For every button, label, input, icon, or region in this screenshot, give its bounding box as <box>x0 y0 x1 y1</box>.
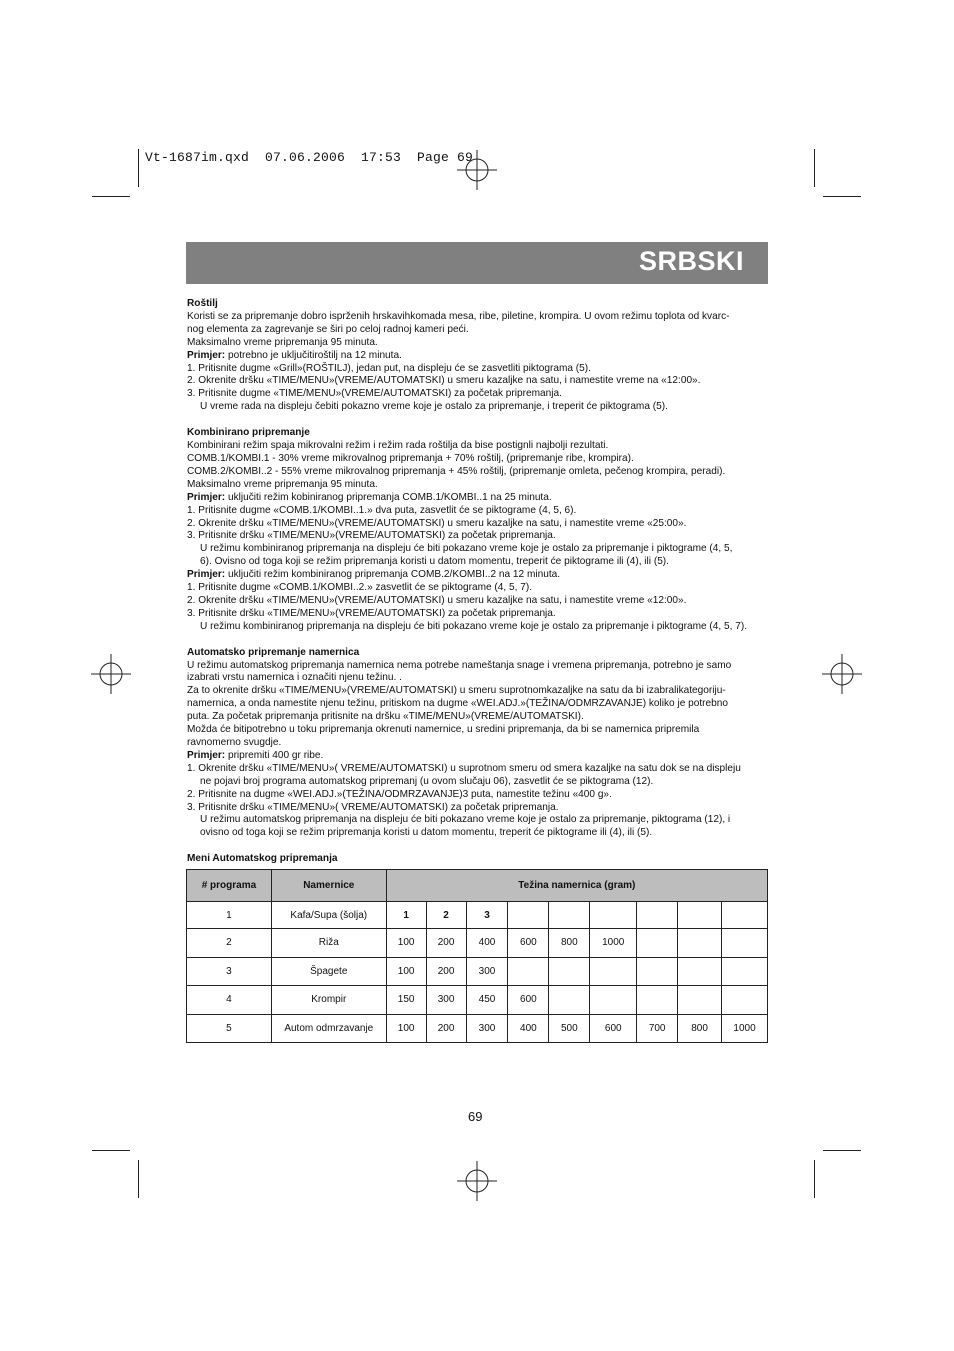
text-line <box>187 479 767 492</box>
weight-cell <box>722 929 768 958</box>
line-text: Za to okrenite dršku «TIME/MENU»(VREME/AUTOMATSKI) u smeru suprotnomkazaljke na satu da bi izabralikategoriju- <box>187 685 726 697</box>
section-heading: Roštilj <box>187 298 218 309</box>
weight-cell <box>722 902 768 929</box>
weight-cell: 400 <box>466 929 508 958</box>
weight-cell: 150 <box>386 986 426 1015</box>
line-text: uključiti režim kombiniranog pripremanja COMB.2/KOMBI..2 na 12 minuta. <box>225 569 561 581</box>
weight-cell <box>637 902 678 929</box>
line-text: 3. Pritisnite dršku «TIME/MENU»(VREME/AUTOMATSKI) za početak pripremanja. <box>187 607 556 619</box>
weight-cell <box>722 986 768 1015</box>
text-line <box>187 518 767 531</box>
section-heading: Kombinirano pripremanje <box>187 427 310 439</box>
weight-cell <box>590 902 637 929</box>
line-text: Možda će bitipotrebno u toku pripremanja okrenuti namernice, u sredini pripremanja, da bi se namernica pripremila <box>187 724 700 736</box>
line-text: U režimu kombiniranog pripremanja na displeju će biti pokazano vreme koje je ostalo za pripremanje i piktograme (4, 5, 7). <box>200 620 748 632</box>
weight-cell <box>549 986 590 1015</box>
line-text: ravnomerno svugdje. <box>187 737 282 748</box>
crop-mark <box>92 1150 130 1151</box>
page-number: 69 <box>468 1109 483 1124</box>
line-text: U režimu kombiniranog pripremanja na displeju će biti pokazano vreme koje je ostalo za pripremanje i piktograme (4, 5, <box>200 543 733 555</box>
text-line <box>187 543 767 556</box>
weight-cell <box>678 986 722 1015</box>
text-line <box>187 621 767 634</box>
line-text: 3. Pritisnite dršku «TIME/MENU»(VREME/AUTOMATSKI) za početak pripremanja. <box>187 530 556 542</box>
text-line <box>187 685 767 698</box>
line-text: Kombinirani režim spaja mikrovalni režim i režim rada roštilja da bise postignli najbolji rezultati. <box>187 440 609 452</box>
text-line <box>187 814 767 827</box>
crop-mark <box>138 149 139 187</box>
line-text: 2. Okrenite dršku «TIME/MENU»(VREME/AUTOMATSKI) u smeru kazaljke na satu, i namestite vreme «25:00». <box>187 517 687 529</box>
line-text: U režimu automatskog pripremanja na displeju će biti pokazano vreme koje je ostalo za pripremanje, piktograma (12), i <box>200 814 731 826</box>
text-line <box>187 672 767 685</box>
section <box>187 298 767 414</box>
text-line <box>187 350 767 363</box>
text-line <box>187 401 767 414</box>
text-line <box>187 440 767 453</box>
line-text: pripremiti 400 gr ribe. <box>225 749 324 761</box>
table-title: Meni Automatskog pripremanja <box>187 853 338 865</box>
registration-mark-icon <box>457 1161 497 1201</box>
line-text: U režimu automatskog pripremanja namernica nema potrebe nameštanja snage i vremena pripremanja, potrebno je samo <box>187 659 732 671</box>
text-line <box>187 608 767 621</box>
table-row <box>187 902 768 929</box>
text-line <box>187 311 767 324</box>
line-text: 2. Okrenite dršku «TIME/MENU»(VREME/AUTOMATSKI) u smeru kazaljke na satu, i namestite vreme «12:00». <box>187 594 687 606</box>
line-text: Maksimalno vreme pripremanja 95 minuta. <box>187 478 378 490</box>
food-name-cell: Autom odmrzavanje <box>271 1014 386 1043</box>
table-header-row <box>187 870 768 902</box>
weight-cell <box>637 957 678 986</box>
text-line <box>187 711 767 724</box>
weight-cell <box>508 957 549 986</box>
crop-mark <box>814 1160 815 1198</box>
example-label: Primjer: <box>187 491 226 503</box>
section-heading: Automatsko pripremanje namernica <box>187 646 360 658</box>
text-line <box>187 660 767 673</box>
text-line <box>187 453 767 466</box>
table-row <box>187 929 768 958</box>
line-text: 2. Pritisnite na dugme «WEI.ADJ.»(TEŽINA/ODMRZAVANJE)3 puta, namestite težinu «400 g». <box>187 788 612 800</box>
line-text: 3. Pritisnite dršku «TIME/MENU»( VREME/AUTOMATSKI) za početak pripremanja. <box>187 801 559 813</box>
text-line <box>187 388 767 401</box>
weight-cell: 200 <box>426 929 466 958</box>
example-label: Primjer: <box>187 569 226 581</box>
food-name-cell: Riža <box>271 929 386 958</box>
line-text: ne pojavi broj programa automatskog pripremanj (u ovom slučaju 06), zasvetlit će se piktograma (12). <box>200 775 654 787</box>
line-text: uključiti režim kobiniranog pripremanja COMB.1/KOMBI..1 na 25 minuta. <box>225 491 552 503</box>
line-text: potrebno je uključitiroštilj na 12 minuta. <box>225 349 402 361</box>
column-header-program: # programa <box>187 870 272 902</box>
weight-cell: 700 <box>637 1014 678 1043</box>
weight-cell <box>678 902 722 929</box>
weight-cell: 300 <box>426 986 466 1015</box>
text-line <box>187 802 767 815</box>
weight-cell: 200 <box>426 957 466 986</box>
weight-cell: 800 <box>678 1014 722 1043</box>
program-number-cell: 3 <box>187 957 272 986</box>
weight-cell: 600 <box>508 929 549 958</box>
program-number-cell: 1 <box>187 902 272 929</box>
text-line <box>187 492 767 505</box>
text-line <box>187 776 767 789</box>
food-name-cell: Kafa/Supa (šolja) <box>271 902 386 929</box>
weight-cell: 600 <box>508 986 549 1015</box>
program-number-cell: 5 <box>187 1014 272 1043</box>
table-row <box>187 957 768 986</box>
text-line <box>187 724 767 737</box>
text-line <box>187 556 767 569</box>
registration-mark-icon <box>822 654 862 694</box>
weight-cell: 1000 <box>590 929 637 958</box>
registration-mark-icon <box>457 150 497 190</box>
line-text: U vreme rada na displeju čebiti pokazno vreme koje je ostalo za pripremanje, i treperit će piktograma (5). <box>200 401 668 413</box>
line-text: namernica, a onda namestite njenu težinu, pritiskom na dugme «WEI.ADJ.»(TEŽINA/ODMRZAVANJE) koliko je potrebno <box>187 698 728 710</box>
weight-cell: 2 <box>426 902 466 929</box>
text-line <box>187 737 767 750</box>
crop-mark <box>823 196 861 197</box>
text-line <box>187 582 767 595</box>
weight-cell: 500 <box>549 1014 590 1043</box>
weight-cell <box>678 957 722 986</box>
line-text: 1. Pritisnite dugme «COMB.1/KOMBI..1.» dva puta, zasvetlit će se piktograme (4, 5, 6). <box>187 504 577 516</box>
text-line <box>187 569 767 582</box>
food-name-cell: Krompir <box>271 986 386 1015</box>
file-slug: Vt-1687im.qxd 07.06.2006 17:53 Page 69 <box>145 150 474 165</box>
food-name-cell: Špagete <box>271 957 386 986</box>
weight-cell: 100 <box>386 957 426 986</box>
table-row <box>187 1014 768 1043</box>
text-line <box>187 466 767 479</box>
line-text: 3. Pritisnite dugme «TIME/MENU»(VREME/AUTOMATSKI) za početak pripremanja. <box>187 388 562 400</box>
weight-cell: 400 <box>508 1014 549 1043</box>
text-line <box>187 505 767 518</box>
text-line <box>187 789 767 802</box>
line-text: 1. Pritisnite dugme «COMB.1/KOMBI..2.» zasvetlit će se piktograme (4, 5, 7). <box>187 582 533 594</box>
crop-mark <box>823 1150 861 1151</box>
weight-cell <box>508 902 549 929</box>
weight-cell: 100 <box>386 1014 426 1043</box>
text-line <box>187 337 767 350</box>
line-text: COMB.1/KOMBI.1 - 30% vreme mikrovalnog pripremanja + 70% roštilj, (pripremanje ribe, krompira). <box>187 452 634 464</box>
example-label: Primjer: <box>187 749 226 761</box>
line-text: izabrati vrstu namernica i označiti njenu težinu. . <box>187 672 402 684</box>
weight-cell: 1 <box>386 902 426 929</box>
column-header-food: Namernice <box>271 870 386 902</box>
weight-cell: 300 <box>466 957 508 986</box>
text-line <box>187 827 767 840</box>
weight-cell <box>722 957 768 986</box>
weight-cell: 800 <box>549 929 590 958</box>
weight-cell: 100 <box>386 929 426 958</box>
line-text: 1. Pritisnite dugme «Grill»(ROŠTILJ), jedan put, na displeju će se zasvetliti piktograma (5). <box>187 362 591 374</box>
weight-cell: 450 <box>466 986 508 1015</box>
table-row <box>187 986 768 1015</box>
document-body <box>187 298 767 882</box>
weight-cell <box>637 986 678 1015</box>
text-line <box>187 595 767 608</box>
text-line <box>187 363 767 376</box>
weight-cell <box>590 957 637 986</box>
program-number-cell: 2 <box>187 929 272 958</box>
crop-mark <box>92 196 130 197</box>
text-line <box>187 763 767 776</box>
line-text: Maksimalno vreme pripremanja 95 minuta. <box>187 336 378 348</box>
weight-cell <box>549 902 590 929</box>
registration-mark-icon <box>91 654 131 694</box>
page-title: SRBSKI <box>638 246 744 276</box>
line-text: Koristi se za pripremanje dobro isprženih hrskavihkomada mesa, ribe, piletine, krompira. U ovom režimu toplota od kvarc- <box>187 310 730 322</box>
weight-cell: 3 <box>466 902 508 929</box>
weight-cell: 600 <box>590 1014 637 1043</box>
line-text: 2. Okrenite dršku «TIME/MENU»(VREME/AUTOMATSKI) u smeru kazaljke na satu, i namestite vreme na «12:00». <box>187 375 701 387</box>
column-header-weight: Težina namernica (gram) <box>386 870 767 902</box>
example-label: Primjer: <box>187 349 226 361</box>
line-text: 1. Okrenite dršku «TIME/MENU»( VREME/AUTOMATSKI) u suprotnom smeru od smera kazaljke na satu dok se na displeju <box>187 762 741 774</box>
weight-cell <box>678 929 722 958</box>
language-banner <box>186 242 768 284</box>
text-line <box>187 375 767 388</box>
weight-cell: 300 <box>466 1014 508 1043</box>
weight-cell <box>637 929 678 958</box>
line-text: ovisno od toga koji se režim pripremanja koristi u datom momentu, treperit će piktograme ili (4), ili (5). <box>200 827 653 839</box>
crop-mark <box>814 149 815 187</box>
weight-cell: 1000 <box>722 1014 768 1043</box>
weight-cell <box>590 986 637 1015</box>
text-line <box>187 530 767 543</box>
crop-mark <box>138 1160 139 1198</box>
text-line <box>187 750 767 763</box>
weight-cell: 200 <box>426 1014 466 1043</box>
weight-cell <box>549 957 590 986</box>
line-text: puta. Za početak pripremanja pritisnite na dršku «TIME/MENU»(VREME/AUTOMATSKI). <box>187 711 584 723</box>
section <box>187 647 767 841</box>
text-line <box>187 698 767 711</box>
text-line <box>187 324 767 337</box>
line-text: COMB.2/KOMBI..2 - 55% vreme mikrovalnog pripremanja + 45% roštilj, (pripremanje omleta, pečenog krompira, peradi). <box>187 465 726 477</box>
line-text: 6). Ovisno od toga koji se režim pripremanja koristi u datom momentu, treperit će piktograme ili (4), ili (5). <box>200 556 669 568</box>
line-text: nog elementa za zagrevanje se širi po celoj radnoj kameri peći. <box>187 323 469 335</box>
section <box>187 427 767 634</box>
program-number-cell: 4 <box>187 986 272 1015</box>
auto-cooking-menu-table <box>186 869 768 1043</box>
